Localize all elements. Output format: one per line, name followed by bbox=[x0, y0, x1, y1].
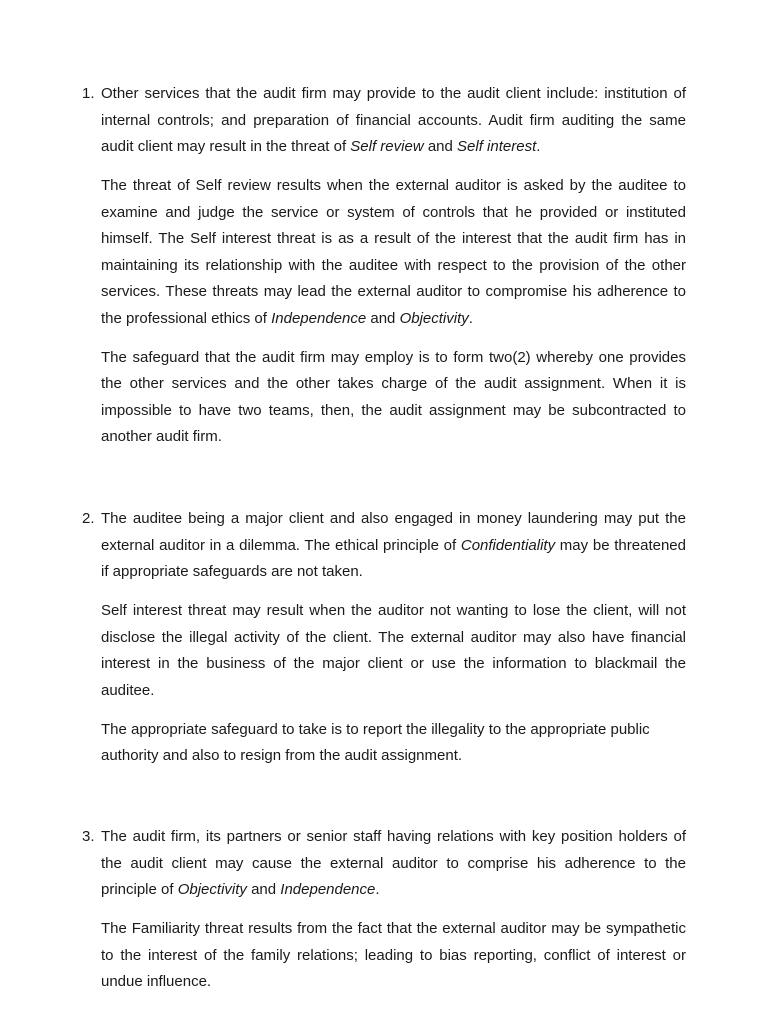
emphasis-text: Independence bbox=[280, 881, 376, 898]
emphasis-text: Self review bbox=[350, 138, 424, 155]
paragraph-text: and bbox=[366, 309, 400, 327]
item-number: 3. bbox=[82, 828, 95, 845]
emphasis-text: Confidentiality bbox=[460, 536, 556, 554]
paragraph bbox=[101, 506, 686, 586]
item-number: 2. bbox=[82, 510, 95, 527]
paragraph: The appropriate safeguard to take is to report the illegality to the appropriate public authority and also to resign from the audit assignment. bbox=[101, 720, 650, 764]
paragraph-text: . bbox=[536, 138, 541, 155]
paragraph bbox=[101, 81, 686, 161]
paragraph-text: and bbox=[423, 138, 458, 155]
emphasis-text: Independence bbox=[271, 309, 367, 327]
paragraph-text: . bbox=[468, 309, 473, 327]
emphasis-text: Self interest bbox=[457, 138, 537, 155]
paragraph-text: The audit firm, its partners or senior staff having relations with key position holders of the audit client may cause the external auditor to comprise his adherence to the principle of bbox=[101, 828, 686, 898]
emphasis-text: Objectivity bbox=[399, 309, 469, 327]
list-item-3 bbox=[82, 824, 686, 1008]
emphasis-text: Objectivity bbox=[177, 881, 247, 898]
paragraph-text: Other services that the audit firm may provide to the audit client include: institution of internal controls; and preparation of financial accounts. Audit firm auditing the same audit client may result in the threat of bbox=[101, 85, 686, 155]
paragraph bbox=[101, 173, 686, 332]
paragraph-text: The auditee being a major client and also engaged in money laundering may put the external auditor in a dilemma. The ethical principle of bbox=[101, 510, 686, 554]
paragraph: The Familiarity threat results from the fact that the external auditor may be sympathetic to the interest of the family relations; leading to bias reporting, conflict of interest or undue influence. bbox=[101, 920, 686, 990]
paragraph-text: The threat of Self review results when the external auditor is asked by the auditee to examine and judge the service or system of controls that he provided or instituted himself. The Self interest threat is as a result of the interest that the audit firm has in maintaining its relationship with the auditee with respect to the provision of the other services. These threats may lead the external auditor to compromise his adherence to the professional ethics of bbox=[101, 177, 686, 327]
paragraph: Self interest threat may result when the auditor not wanting to lose the client, will not disclose the illegal activity of the client. The external auditor may also have financial interest in the business of the major client or use the information to blackmail the auditee. bbox=[101, 602, 686, 699]
paragraph-text: . bbox=[375, 881, 380, 898]
paragraph-text: and bbox=[246, 881, 281, 898]
paragraph bbox=[101, 824, 686, 904]
item-number: 1. bbox=[82, 85, 95, 102]
paragraph: The safeguard that the audit firm may employ is to form two(2) whereby one provides the other services and the other takes charge of the audit assignment. When it is impossible to have two teams, then, the audit assignment may be subcontracted to another audit firm. bbox=[101, 348, 686, 445]
list-item-1 bbox=[82, 81, 686, 463]
paragraph-text: may be threatened if appropriate safeguards are not taken. bbox=[101, 536, 686, 580]
list-item-2 bbox=[82, 506, 686, 782]
